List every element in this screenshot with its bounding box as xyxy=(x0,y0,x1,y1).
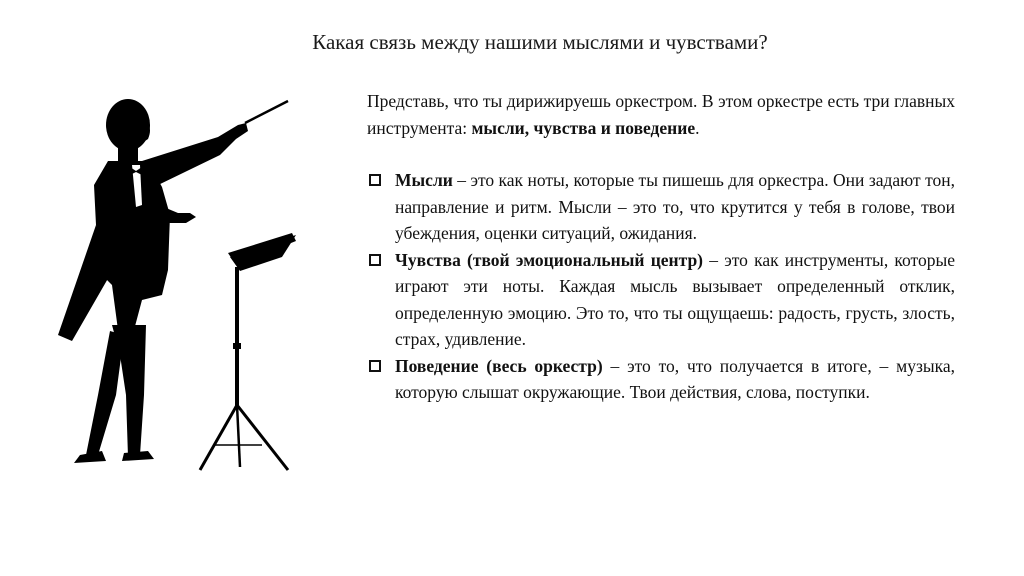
list-item xyxy=(367,167,955,247)
item-bold: Чувства (твой эмоциональный центр) xyxy=(395,249,704,270)
conductor-silhouette-icon xyxy=(50,95,300,480)
content-body xyxy=(367,88,955,406)
slide-title: Какая связь между нашими мыслями и чувствами? xyxy=(312,30,768,54)
item-text: – это как инструменты, которые играют эти ноты. Каждая мысль вызывает определенный отклик, определенную эмоцию. Это то, что ты ощущаешь: радость, грусть, злость, страх, удивление. xyxy=(395,249,955,349)
item-bold: Мысли xyxy=(395,170,453,190)
item-bold: Поведение (весь оркестр) xyxy=(395,355,603,376)
list-item xyxy=(367,247,955,353)
checkbox-bullet-icon xyxy=(369,360,381,372)
list-item xyxy=(367,353,955,406)
checkbox-bullet-icon xyxy=(369,254,381,266)
checkbox-bullet-icon xyxy=(369,174,381,186)
intro-end: . xyxy=(695,117,700,138)
bullet-list xyxy=(367,167,955,406)
intro-text: Представь, что ты дирижируешь оркестром. В этом оркестре есть три главных инструмента: xyxy=(367,91,955,138)
intro-paragraph xyxy=(367,88,955,141)
item-text: – это то, что получается в итоге, – музыка, которую слышат окружающие. Твои действия, слова, поступки. xyxy=(395,355,955,402)
intro-bold: мысли, чувства и поведение xyxy=(471,117,696,138)
item-text: – это как ноты, которые ты пишешь для оркестра. Они задают тон, направление и ритм. Мысли – это то, что крутится у тебя в голове, твои убеждения, оценки ситуаций, ожидания. xyxy=(395,170,955,243)
spacer xyxy=(367,141,955,167)
